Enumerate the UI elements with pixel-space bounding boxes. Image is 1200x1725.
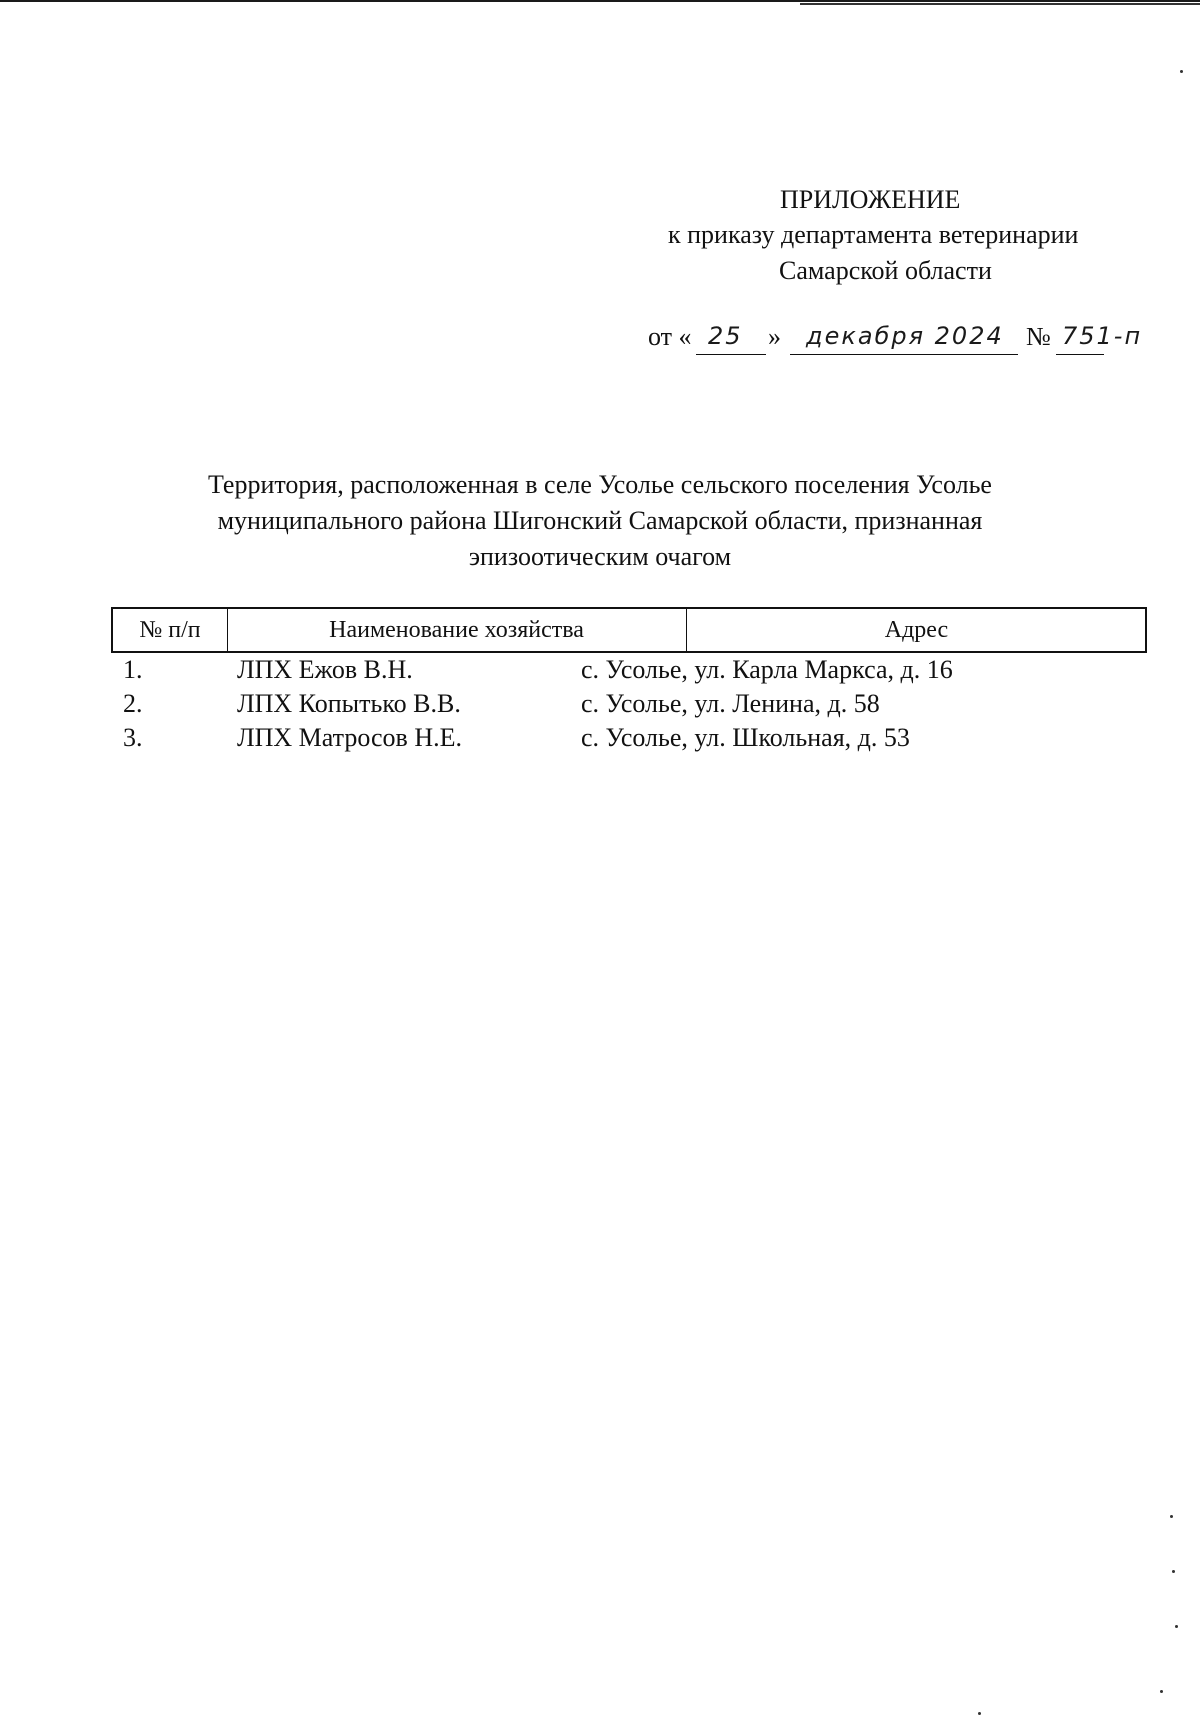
month-underline	[790, 354, 1018, 355]
table-row	[111, 653, 1147, 687]
document-title-line-3: эпизоотическим очагом	[468, 542, 732, 571]
row-address: с. Усолье, ул. Ленина, д. 58	[581, 689, 880, 718]
column-header-number: № п/п	[113, 609, 228, 653]
table-header	[111, 607, 1147, 653]
appendix-title: ПРИЛОЖЕНИЕ	[780, 185, 961, 214]
order-month-year: декабря 2024	[806, 322, 1004, 350]
scan-edge-line	[0, 0, 1200, 2]
order-day: 25	[708, 322, 743, 350]
order-number-sign: №	[1026, 322, 1051, 351]
row-farm-name: ЛПХ Копытько В.В.	[237, 689, 461, 718]
row-address: с. Усолье, ул. Школьная, д. 53	[581, 723, 910, 752]
scan-speck	[1180, 70, 1183, 73]
document-title	[140, 467, 1060, 575]
appendix-line-2: Самарской области	[779, 256, 992, 285]
scan-edge-line	[800, 3, 1200, 5]
row-address: с. Усолье, ул. Карла Маркса, д. 16	[581, 655, 953, 684]
scan-speck	[1172, 1570, 1175, 1573]
column-header-address: Адрес	[884, 617, 949, 643]
scan-speck	[1175, 1625, 1178, 1628]
appendix-line-1: к приказу департамента ветеринарии	[668, 220, 1079, 249]
row-farm-name: ЛПХ Матросов Н.Е.	[237, 723, 462, 752]
table-body	[111, 653, 1147, 755]
day-underline	[696, 354, 766, 355]
farms-table	[111, 607, 1147, 755]
order-reference	[648, 322, 1168, 362]
column-header-farm-name: Наименование хозяйства	[227, 609, 687, 653]
row-number: 2.	[123, 689, 143, 718]
scan-speck	[1170, 1515, 1173, 1518]
scan-speck	[1160, 1690, 1163, 1693]
row-farm-name: ЛПХ Ежов В.Н.	[237, 655, 413, 684]
order-prefix: от «	[648, 322, 692, 351]
order-number: 751-п	[1062, 322, 1143, 350]
row-number: 1.	[123, 655, 143, 684]
table-row	[111, 687, 1147, 721]
document-title-line-1: Территория, расположенная в селе Усолье сельского поселения Усолье	[208, 470, 992, 499]
order-quote-close: »	[768, 322, 781, 351]
scan-speck	[978, 1712, 981, 1715]
row-number: 3.	[123, 723, 143, 752]
document-title-line-2: муниципального района Шигонский Самарской области, признанная	[217, 506, 983, 535]
table-row	[111, 721, 1147, 755]
number-underline	[1056, 354, 1104, 355]
